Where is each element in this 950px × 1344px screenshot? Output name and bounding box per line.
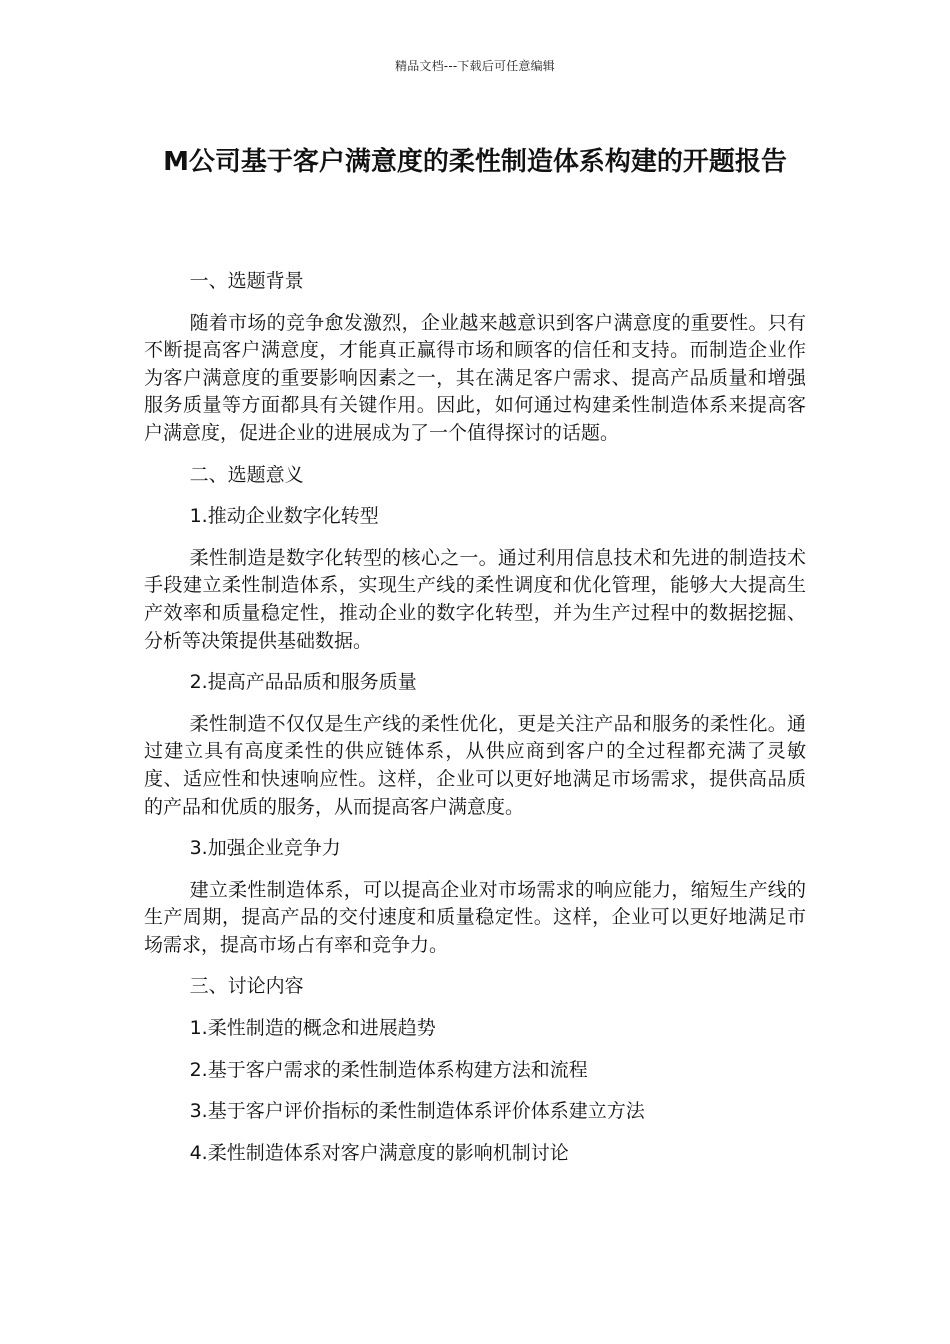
section-heading-research-content: 三、讨论内容 [189, 975, 304, 998]
subheading-digital-transformation: 1.推动企业数字化转型 [189, 505, 379, 528]
section-heading-background: 一、选题背景 [189, 270, 304, 292]
subheading-competitiveness: 3.加强企业竞争力 [189, 837, 341, 860]
subheading-quality: 2.提高产品品质和服务质量 [189, 671, 417, 694]
research-item-4: 4.柔性制造体系对客户满意度的影响机制讨论 [189, 1141, 569, 1164]
research-item-2: 2.基于客户需求的柔性制造体系构建方法和流程 [189, 1058, 588, 1081]
paragraph-background: 随着市场的竞争愈发激烈，企业越来越意识到客户满意度的重要性。只有不断提高客户满意度，才能真正赢得市场和顾客的信任和支持。而制造企业作为客户满意度的重要影响因素之一，其在满足客户需求、提高产品质量和增强服务质量等方面都具有关键作用。因此，如何通过构建柔性制造体系来提高客户满意度，促进企业的进展成为了一个值得探讨的话题。 [144, 311, 806, 444]
paragraph-quality: 柔性制造不仅仅是生产线的柔性优化，更是关注产品和服务的柔性化。通过建立具有高度柔性的供应链体系，从供应商到客户的全过程都充满了灵敏度、适应性和快速响应性。这样，企业可以更好地满足市场需求，提供高品质的产品和优质的服务，从而提高客户满意度。 [144, 712, 806, 818]
research-item-1: 1.柔性制造的概念和进展趋势 [189, 1017, 436, 1040]
document-title: M公司基于客户满意度的柔性制造体系构建的开题报告 [163, 147, 787, 177]
paragraph-digital-transformation: 柔性制造是数字化转型的核心之一。通过利用信息技术和先进的制造技术手段建立柔性制造体系，实现生产线的柔性调度和优化管理，能够大大提高生产效率和质量稳定性，推动企业的数字化转型，并为生产过程中的数据挖掘、分析等决策提供基础数据。 [144, 546, 806, 652]
header-note: 精品文档---下载后可任意编辑 [395, 59, 555, 73]
document-body [144, 268, 806, 1167]
paragraph-competitiveness: 建立柔性制造体系，可以提高企业对市场需求的响应能力，缩短生产线的生产周期，提高产品的交付速度和质量稳定性。这样，企业可以更好地满足市场需求，提高市场占有率和竞争力。 [144, 878, 806, 956]
research-item-3: 3.基于客户评价指标的柔性制造体系评价体系建立方法 [189, 1100, 645, 1123]
section-heading-significance: 二、选题意义 [189, 463, 304, 486]
